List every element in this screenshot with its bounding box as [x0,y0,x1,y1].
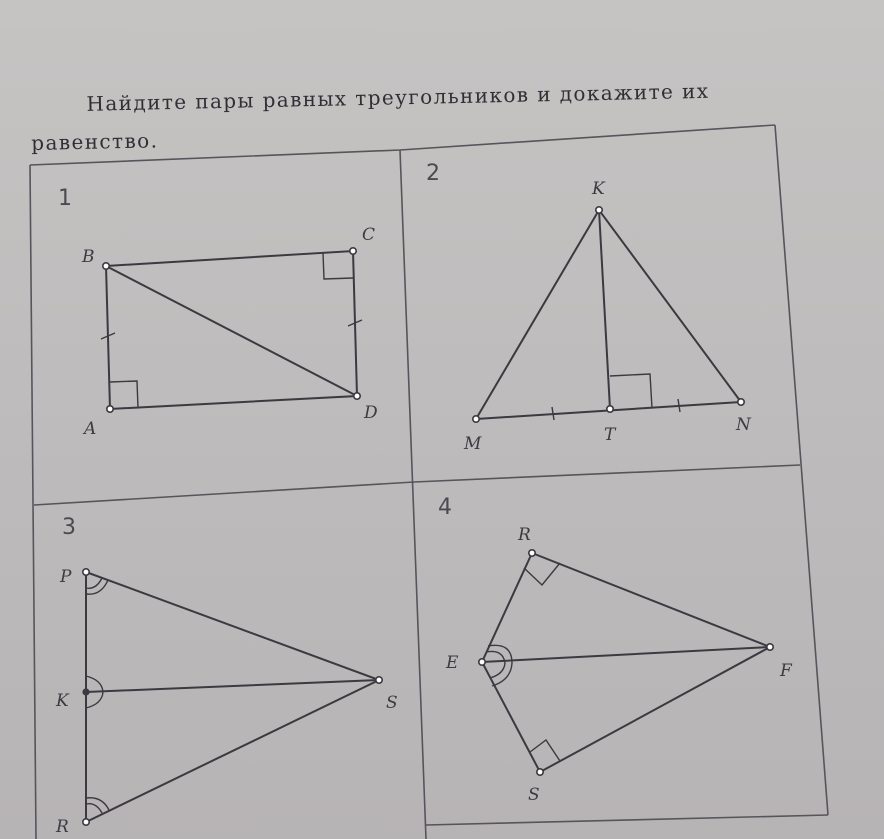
tick-tn [678,399,680,412]
point-d [354,393,360,399]
angle-arc-p-1 [86,578,102,588]
angle-arc-p-2 [86,580,108,594]
point-b [103,263,109,269]
label-s: S [528,785,540,805]
point-c [350,248,356,254]
frame-right [775,125,828,815]
right-angle-c [323,253,353,279]
frame-middle [400,150,426,839]
altitude-kt [599,210,610,409]
label-s: S [386,693,398,713]
point-e [479,659,485,665]
label-c: C [362,225,376,245]
point-a [107,406,113,412]
frame-left [30,165,36,839]
label-t: T [604,425,616,445]
frame-horizontal [34,465,800,505]
panel-1-number: 1 [58,186,72,211]
panel-3-figure [55,515,398,837]
label-n: N [736,415,751,435]
point-s [376,677,382,683]
label-r: R [518,525,531,545]
label-f: F [780,661,792,681]
point-f [767,644,773,650]
triangle-psr [86,572,379,822]
right-angle-r [524,563,560,585]
label-a: A [84,419,97,439]
label-k: K [592,179,605,199]
point-k [82,688,89,695]
frame-top [30,125,775,165]
panel-4-figure [438,495,793,805]
point-m [473,416,479,422]
point-r [83,819,89,825]
task-line-1: Найдите пары равных треугольников и докажите их [86,78,710,116]
grid-frame [30,125,828,839]
tick-mt [552,407,554,420]
point-p [83,569,89,575]
point-r [529,550,535,556]
panel-3-number: 3 [62,515,76,540]
point-k [596,207,602,213]
panel-4-number: 4 [438,495,452,520]
task-line-2: равенство. [31,128,159,155]
label-b: B [82,247,95,267]
angle-arc-r-1 [86,804,102,813]
panel-1-figure [58,186,378,439]
right-angle-s [530,740,560,761]
kite-erfs [482,553,770,772]
point-n [738,399,744,405]
label-d: D [364,403,378,423]
label-r: R [56,817,69,837]
diagonal-bd [106,266,357,396]
label-e: E [446,653,459,673]
panel-2-number: 2 [426,161,440,186]
segment-ks [86,680,379,692]
panel-2-figure [426,161,752,454]
frame-bottom [426,815,828,825]
point-t [607,406,613,412]
label-m: M [464,434,482,454]
label-k: K [56,691,69,711]
diagonal-ef [482,647,770,662]
point-s [537,769,543,775]
right-angle-a [110,381,138,408]
label-p: P [60,567,72,587]
right-angle-t [610,374,652,408]
